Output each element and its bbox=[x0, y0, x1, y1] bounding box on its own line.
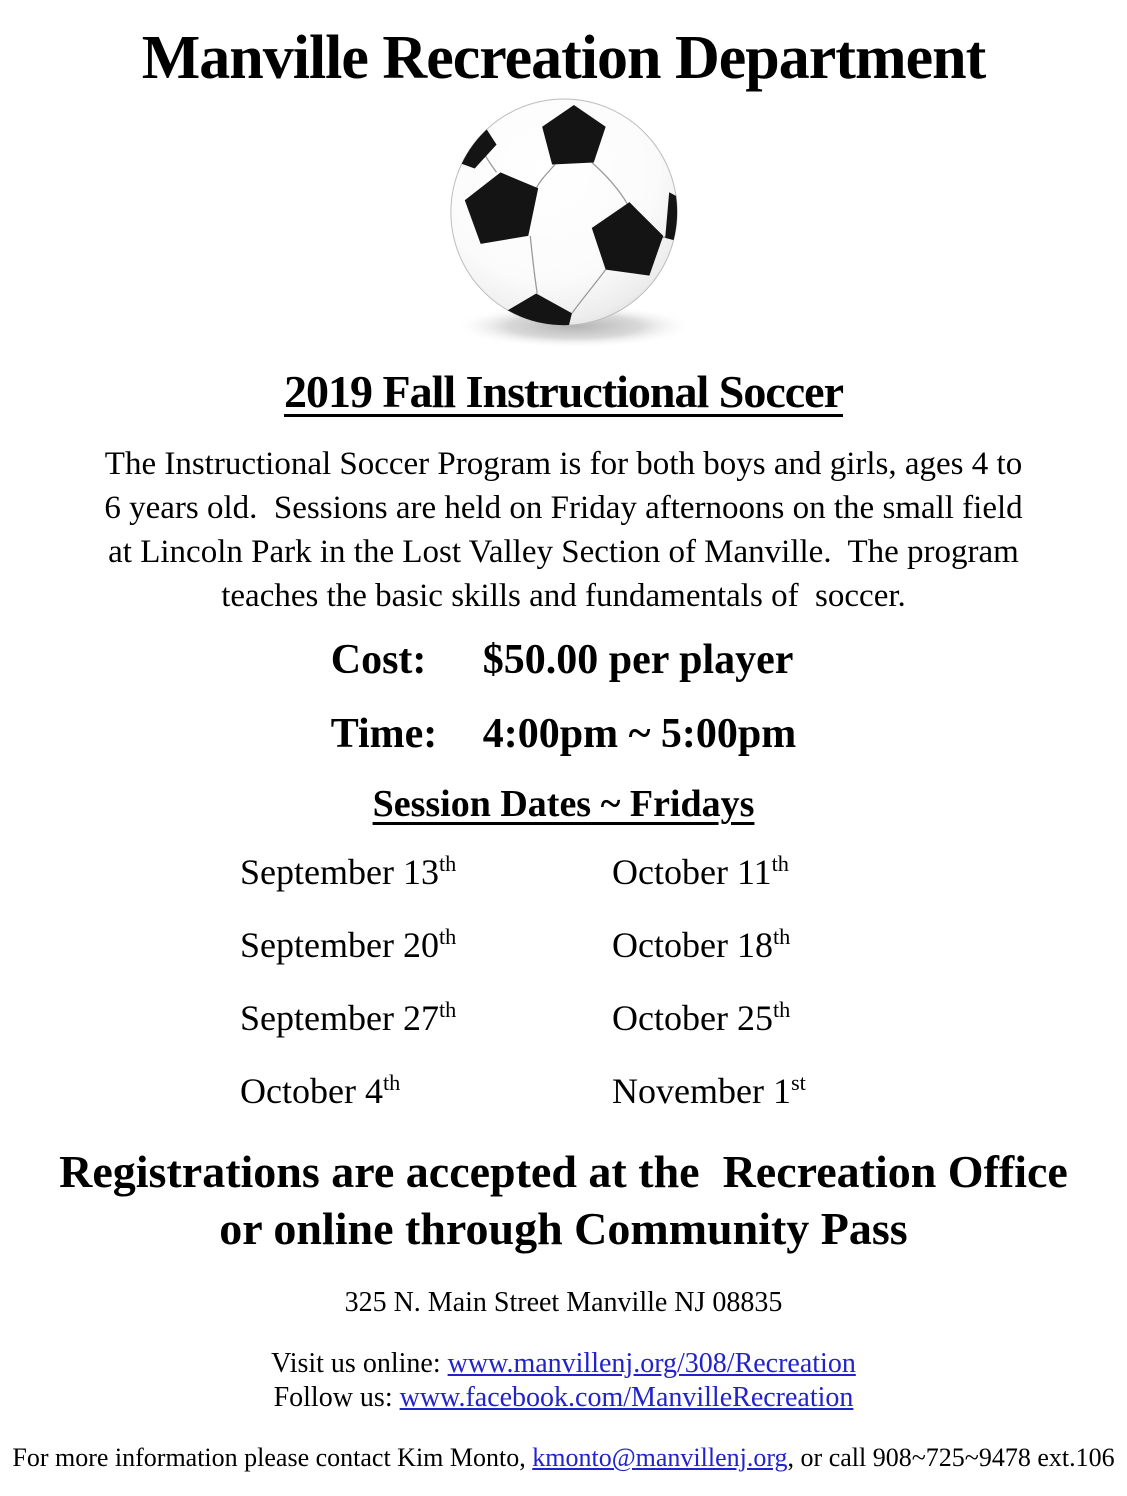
ordinal-suffix: st bbox=[790, 1070, 806, 1096]
session-date: October 11th bbox=[612, 851, 789, 893]
registration-info bbox=[0, 1143, 1127, 1257]
ordinal-suffix: th bbox=[438, 851, 457, 877]
time-label: Time: bbox=[330, 711, 438, 758]
description-line: 6 years old. Sessions are held on Friday afternoons on the small field bbox=[104, 490, 1023, 527]
ordinal-suffix: th bbox=[438, 997, 457, 1023]
page-title: Manville Recreation Department bbox=[141, 24, 986, 92]
session-date: September 13th bbox=[240, 851, 457, 893]
session-dates-heading: Session Dates ~ Fridays bbox=[372, 783, 755, 826]
contact-footer bbox=[0, 1443, 1127, 1473]
ordinal-suffix: th bbox=[772, 924, 791, 950]
event-heading: 2019 Fall Instructional Soccer bbox=[284, 366, 843, 418]
session-date: September 20th bbox=[240, 924, 457, 966]
session-date: September 27th bbox=[240, 997, 457, 1039]
visit-label: Visit us online: bbox=[271, 1348, 448, 1380]
time-value: 4:00pm ~ 5:00pm bbox=[482, 711, 797, 758]
program-description bbox=[0, 442, 1127, 618]
description-line: teaches the basic skills and fundamentals of soccer. bbox=[221, 578, 906, 615]
ordinal-suffix: th bbox=[382, 1070, 401, 1096]
cost-value: $50.00 per player bbox=[482, 637, 794, 684]
follow-link[interactable]: www.facebook.com/ManvilleRecreation bbox=[399, 1382, 854, 1414]
description-line: The Instructional Soccer Program is for both boys and girls, ages 4 to bbox=[104, 446, 1023, 483]
soccer-ball-container bbox=[0, 97, 1127, 353]
session-date: October 18th bbox=[612, 924, 791, 966]
ordinal-suffix: th bbox=[771, 851, 789, 877]
contact-prefix: For more information please contact Kim Monto, bbox=[12, 1443, 533, 1473]
ordinal-suffix: th bbox=[438, 924, 457, 950]
registration-line: or online through Community Pass bbox=[219, 1203, 908, 1255]
contact-suffix: , or call 908~725~9478 ext.106 bbox=[787, 1443, 1115, 1473]
ordinal-suffix: th bbox=[772, 997, 791, 1023]
cost-time-details bbox=[331, 636, 797, 758]
follow-label: Follow us: bbox=[273, 1382, 400, 1414]
follow-line bbox=[0, 1381, 1127, 1415]
visit-line bbox=[0, 1347, 1127, 1381]
visit-link[interactable]: www.manvillenj.org/308/Recreation bbox=[447, 1348, 856, 1380]
online-links bbox=[0, 1347, 1127, 1415]
session-dates-grid bbox=[240, 852, 1127, 1111]
description-line: at Lincoln Park in the Lost Valley Section of Manville. The program bbox=[108, 534, 1019, 571]
session-date: October 25th bbox=[612, 997, 791, 1039]
soccer-ball-image bbox=[434, 97, 694, 353]
session-date: October 4th bbox=[240, 1070, 401, 1112]
email-link[interactable]: kmonto@manvillenj.org bbox=[532, 1443, 788, 1473]
cost-label: Cost: bbox=[330, 637, 427, 684]
office-address: 325 N. Main Street Manville NJ 08835 bbox=[344, 1287, 783, 1319]
registration-line: Registrations are accepted at the Recreation Office bbox=[59, 1146, 1068, 1198]
session-date: November 1st bbox=[612, 1070, 806, 1112]
